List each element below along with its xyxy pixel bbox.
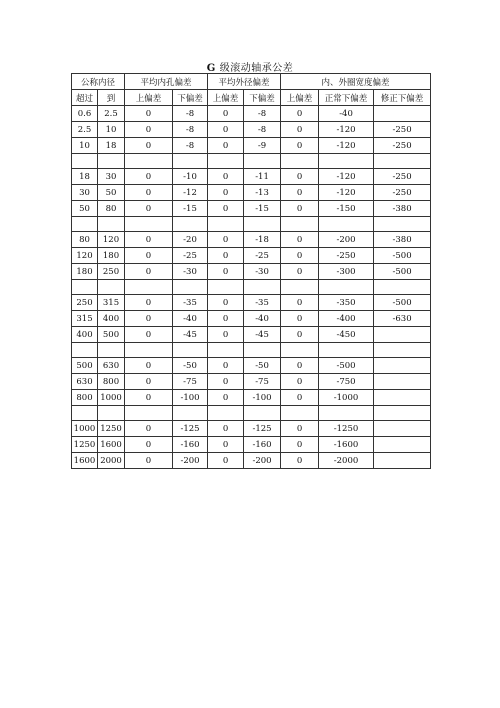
spacer-cell: [208, 217, 244, 232]
header-mean-bore: 平均内孔偏差: [125, 74, 208, 90]
table-cell: -13: [244, 185, 281, 201]
table-row: [72, 437, 431, 453]
table-cell: -75: [244, 374, 281, 390]
table-cell: -125: [244, 421, 281, 437]
table-cell: [374, 327, 431, 343]
table-cell: 180: [72, 264, 98, 280]
spacer-cell: [173, 343, 208, 358]
header-bore: 公称内径: [72, 74, 125, 90]
table-cell: 0: [208, 264, 244, 280]
table-cell: -45: [244, 327, 281, 343]
spacer-row: [72, 406, 431, 421]
table-cell: 1250: [98, 421, 125, 437]
table-cell: 50: [72, 201, 98, 217]
header-row-sub: [72, 90, 431, 106]
table-cell: 0: [281, 201, 319, 217]
table-cell: -120: [319, 169, 374, 185]
table-cell: -11: [244, 169, 281, 185]
table-cell: 0: [125, 122, 173, 138]
table-cell: -8: [173, 122, 208, 138]
table-cell: 0: [208, 248, 244, 264]
spacer-cell: [72, 280, 98, 295]
spacer-cell: [98, 217, 125, 232]
table-cell: 0: [208, 138, 244, 154]
table-cell: -10: [173, 169, 208, 185]
table-cell: 80: [72, 232, 98, 248]
spacer-cell: [244, 154, 281, 169]
spacer-cell: [98, 154, 125, 169]
table-row: [72, 327, 431, 343]
table-cell: 0: [208, 421, 244, 437]
spacer-cell: [173, 280, 208, 295]
table-cell: 0: [125, 248, 173, 264]
table-body: [72, 74, 431, 469]
table-cell: 0: [125, 453, 173, 469]
table-cell: [374, 453, 431, 469]
spacer-cell: [125, 343, 173, 358]
table-cell: 1250: [72, 437, 98, 453]
table-cell: [374, 374, 431, 390]
spacer-cell: [244, 280, 281, 295]
table-cell: 18: [98, 138, 125, 154]
title-grade: G: [206, 63, 216, 74]
table-cell: 250: [98, 264, 125, 280]
table-cell: -1250: [319, 421, 374, 437]
table-row: [72, 264, 431, 280]
spacer-cell: [208, 343, 244, 358]
spacer-cell: [244, 343, 281, 358]
table-row: [72, 453, 431, 469]
table-cell: -8: [244, 106, 281, 122]
table-cell: -40: [244, 311, 281, 327]
table-row: [72, 201, 431, 217]
table-cell: -300: [319, 264, 374, 280]
table-cell: 315: [72, 311, 98, 327]
spacer-cell: [208, 154, 244, 169]
table-cell: 0: [281, 138, 319, 154]
table-row: [72, 311, 431, 327]
table-cell: [374, 421, 431, 437]
table-cell: 0: [208, 169, 244, 185]
header-width: 内、外圈宽度偏差: [281, 74, 431, 90]
spacer-cell: [319, 154, 374, 169]
table-cell: -8: [244, 122, 281, 138]
spacer-cell: [244, 406, 281, 421]
table-cell: 400: [72, 327, 98, 343]
spacer-cell: [374, 280, 431, 295]
table-cell: -2000: [319, 453, 374, 469]
spacer-cell: [173, 154, 208, 169]
table-cell: 250: [72, 295, 98, 311]
spacer-row: [72, 154, 431, 169]
header-row-groups: [72, 74, 431, 90]
table-row: [72, 374, 431, 390]
spacer-cell: [281, 280, 319, 295]
table-cell: 0.6: [72, 106, 98, 122]
table-cell: -250: [374, 138, 431, 154]
spacer-row: [72, 217, 431, 232]
table-cell: 0: [125, 327, 173, 343]
table-cell: 0: [125, 390, 173, 406]
table-row: [72, 106, 431, 122]
table-cell: -50: [244, 358, 281, 374]
table-cell: -450: [319, 327, 374, 343]
table-cell: 2000: [98, 453, 125, 469]
spacer-cell: [319, 406, 374, 421]
table-cell: -750: [319, 374, 374, 390]
table-cell: 2.5: [98, 106, 125, 122]
spacer-cell: [244, 217, 281, 232]
table-cell: 0: [281, 390, 319, 406]
table-cell: 0: [281, 106, 319, 122]
table-cell: 0: [281, 185, 319, 201]
table-cell: -200: [173, 453, 208, 469]
table-cell: -100: [173, 390, 208, 406]
table-cell: 0: [281, 295, 319, 311]
table-cell: 0: [281, 374, 319, 390]
header-upper-width: 上偏差: [281, 90, 319, 106]
table-cell: -500: [374, 264, 431, 280]
table-cell: 18: [72, 169, 98, 185]
table-cell: 400: [98, 311, 125, 327]
table-cell: 500: [98, 327, 125, 343]
table-cell: -350: [319, 295, 374, 311]
table-cell: -500: [374, 248, 431, 264]
table-cell: -120: [319, 122, 374, 138]
table-cell: 1600: [98, 437, 125, 453]
spacer-cell: [98, 343, 125, 358]
spacer-cell: [125, 280, 173, 295]
table-cell: -8: [173, 106, 208, 122]
table-cell: -30: [244, 264, 281, 280]
table-cell: 0: [125, 295, 173, 311]
table-cell: 30: [72, 185, 98, 201]
table-cell: 800: [98, 374, 125, 390]
table-row: [72, 169, 431, 185]
table-cell: 0: [281, 421, 319, 437]
table-cell: [374, 106, 431, 122]
table-cell: 0: [208, 374, 244, 390]
table-cell: -1600: [319, 437, 374, 453]
table-cell: 1000: [98, 390, 125, 406]
table-cell: -120: [319, 138, 374, 154]
table-cell: -35: [244, 295, 281, 311]
table-cell: 30: [98, 169, 125, 185]
table-cell: 0: [281, 327, 319, 343]
table-cell: -1000: [319, 390, 374, 406]
table-cell: [374, 358, 431, 374]
table-cell: 0: [125, 437, 173, 453]
table-cell: 180: [98, 248, 125, 264]
table-cell: -20: [173, 232, 208, 248]
table-cell: 10: [72, 138, 98, 154]
table-cell: -125: [173, 421, 208, 437]
table-cell: -30: [173, 264, 208, 280]
table-cell: 0: [208, 232, 244, 248]
spacer-cell: [208, 406, 244, 421]
table-cell: -25: [173, 248, 208, 264]
table-cell: 0: [208, 437, 244, 453]
spacer-cell: [374, 154, 431, 169]
table-cell: 0: [208, 453, 244, 469]
table-cell: 80: [98, 201, 125, 217]
table-cell: -250: [374, 185, 431, 201]
spacer-cell: [374, 406, 431, 421]
spacer-cell: [125, 154, 173, 169]
spacer-cell: [208, 280, 244, 295]
table-row: [72, 390, 431, 406]
table-cell: 10: [98, 122, 125, 138]
table-cell: 0: [281, 311, 319, 327]
table-cell: 120: [98, 232, 125, 248]
title-text: 级滚动轴承公差: [219, 63, 294, 74]
table-row: [72, 185, 431, 201]
header-to: 到: [98, 90, 125, 106]
table-cell: 0: [125, 374, 173, 390]
table-cell: 0: [208, 390, 244, 406]
table-row: [72, 248, 431, 264]
table-cell: 0: [208, 185, 244, 201]
spacer-row: [72, 280, 431, 295]
header-upper-bore: 上偏差: [125, 90, 173, 106]
table-cell: 0: [281, 122, 319, 138]
table-cell: 1600: [72, 453, 98, 469]
table-cell: 0: [125, 185, 173, 201]
table-cell: -15: [173, 201, 208, 217]
table-cell: -380: [374, 201, 431, 217]
header-over: 超过: [72, 90, 98, 106]
spacer-cell: [281, 217, 319, 232]
table-cell: 0: [125, 311, 173, 327]
header-mean-od: 平均外径偏差: [208, 74, 281, 90]
spacer-cell: [374, 217, 431, 232]
table-cell: -250: [319, 248, 374, 264]
table-cell: -25: [244, 248, 281, 264]
spacer-cell: [72, 343, 98, 358]
spacer-cell: [281, 343, 319, 358]
table-cell: -120: [319, 185, 374, 201]
table-cell: 0: [125, 201, 173, 217]
table-cell: -35: [173, 295, 208, 311]
table-row: [72, 421, 431, 437]
table-cell: 630: [98, 358, 125, 374]
table-cell: [374, 390, 431, 406]
spacer-cell: [319, 343, 374, 358]
table-cell: -40: [319, 106, 374, 122]
spacer-cell: [125, 406, 173, 421]
table-cell: 2.5: [72, 122, 98, 138]
table-cell: -40: [173, 311, 208, 327]
table-row: [72, 122, 431, 138]
table-cell: 800: [72, 390, 98, 406]
table-row: [72, 232, 431, 248]
table-cell: -500: [319, 358, 374, 374]
table-cell: [374, 437, 431, 453]
spacer-cell: [98, 280, 125, 295]
table-cell: -250: [374, 122, 431, 138]
table-cell: -8: [173, 138, 208, 154]
spacer-cell: [72, 154, 98, 169]
table-cell: -200: [319, 232, 374, 248]
table-cell: 0: [281, 358, 319, 374]
spacer-cell: [281, 406, 319, 421]
table-cell: 0: [281, 437, 319, 453]
table-cell: -250: [374, 169, 431, 185]
table-cell: -630: [374, 311, 431, 327]
spacer-cell: [173, 217, 208, 232]
table-cell: 315: [98, 295, 125, 311]
table-cell: 0: [125, 138, 173, 154]
table-cell: -18: [244, 232, 281, 248]
table-cell: -15: [244, 201, 281, 217]
table-cell: -45: [173, 327, 208, 343]
header-upper-od: 上偏差: [208, 90, 244, 106]
spacer-cell: [281, 154, 319, 169]
header-lower-modified: 修正下偏差: [374, 90, 431, 106]
header-lower-normal: 正常下偏差: [319, 90, 374, 106]
table-cell: 0: [208, 295, 244, 311]
table-cell: 0: [125, 106, 173, 122]
table-cell: -100: [244, 390, 281, 406]
table-cell: -380: [374, 232, 431, 248]
table-cell: -50: [173, 358, 208, 374]
table-cell: -500: [374, 295, 431, 311]
spacer-cell: [173, 406, 208, 421]
table-cell: 0: [281, 169, 319, 185]
table-cell: -160: [173, 437, 208, 453]
table-cell: -12: [173, 185, 208, 201]
spacer-cell: [72, 217, 98, 232]
table-cell: 0: [125, 169, 173, 185]
table-cell: -150: [319, 201, 374, 217]
tolerance-table: [71, 73, 431, 469]
spacer-cell: [319, 280, 374, 295]
table-cell: 0: [125, 232, 173, 248]
table-cell: 500: [72, 358, 98, 374]
table-cell: 0: [125, 358, 173, 374]
spacer-cell: [374, 343, 431, 358]
table-cell: 0: [208, 201, 244, 217]
table-row: [72, 358, 431, 374]
table-cell: 0: [208, 311, 244, 327]
table-cell: 120: [72, 248, 98, 264]
table-cell: 0: [281, 453, 319, 469]
table-row: [72, 138, 431, 154]
spacer-cell: [125, 217, 173, 232]
table-cell: -75: [173, 374, 208, 390]
table-cell: -160: [244, 437, 281, 453]
table-cell: 0: [208, 358, 244, 374]
table-row: [72, 295, 431, 311]
table-cell: 50: [98, 185, 125, 201]
table-cell: 630: [72, 374, 98, 390]
table-cell: 0: [208, 327, 244, 343]
table-cell: -200: [244, 453, 281, 469]
spacer-cell: [98, 406, 125, 421]
header-lower-bore: 下偏差: [173, 90, 208, 106]
table-title: [0, 59, 500, 74]
spacer-cell: [319, 217, 374, 232]
table-cell: 0: [281, 264, 319, 280]
table-cell: 0: [281, 232, 319, 248]
table-cell: 0: [125, 264, 173, 280]
table-cell: -400: [319, 311, 374, 327]
spacer-cell: [72, 406, 98, 421]
table-cell: 0: [208, 122, 244, 138]
table-cell: 0: [208, 106, 244, 122]
table-cell: 1000: [72, 421, 98, 437]
header-lower-od: 下偏差: [244, 90, 281, 106]
table-cell: -9: [244, 138, 281, 154]
table-cell: 0: [125, 421, 173, 437]
spacer-row: [72, 343, 431, 358]
table-cell: 0: [281, 248, 319, 264]
